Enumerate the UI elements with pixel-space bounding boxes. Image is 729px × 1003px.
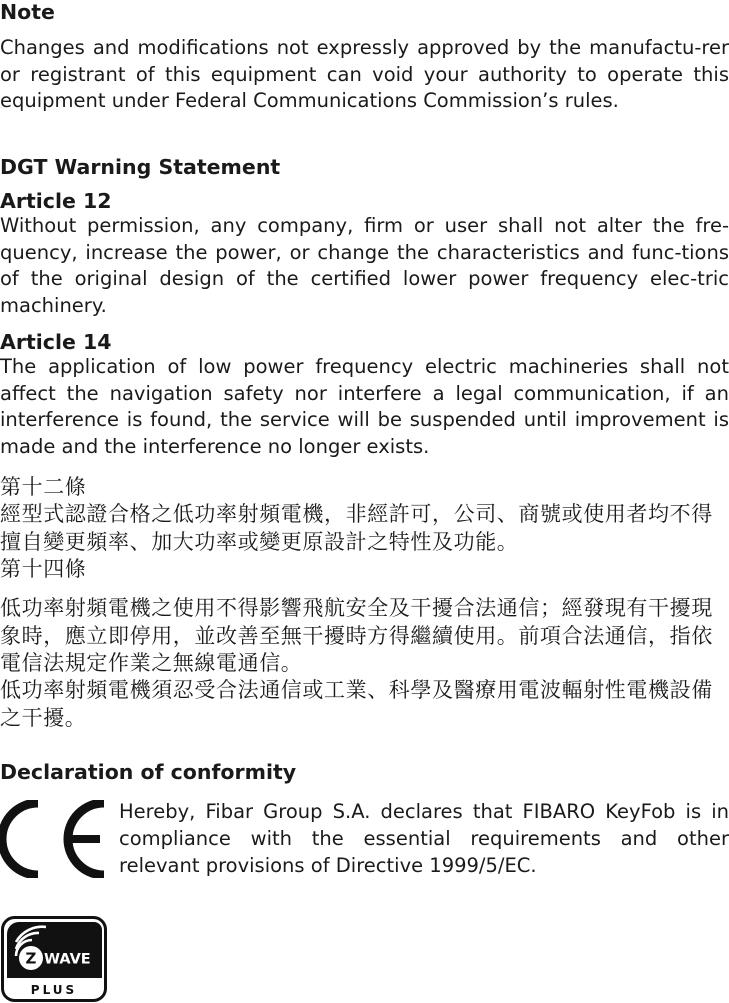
article-14-heading: Article 14 [0,330,112,354]
chinese-article-12-title: 第十二條 [0,475,87,499]
note-heading: Note [0,0,55,24]
logo-wordmark: WAVE [44,951,91,968]
conformity-body: Hereby, Fibar Group S.A. declares that FIBARO KeyFob is in compliance with the essential requirements and other relevant provisions of Directive 1999/5/EC. [119,800,729,877]
ce-mark-icon [0,800,108,878]
note-body: Changes and modifications not expressly approved by the manufactu-rer or registrant of this equipment can void your authority to operate this equipment under Federal Communications Commission’s rules. [0,36,729,112]
chinese-article-14-title: 第十四條 [0,557,87,581]
dgt-heading: DGT Warning Statement [0,155,281,179]
logo-tagline: PLUS [30,983,78,997]
z-wave-plus-logo [1,916,107,1002]
article-12-body: Without permission, any company, firm or user shall not alter the fre-quency, increase the power, or change the characteristics and func-tions of the original design of the certified lower power frequency elec-tric machinery. [0,214,729,317]
chinese-article-12-text: 經型式認證合格之低功率射頻電機，非經許可，公司、商號或使用者均不得擅自變更頻率、加大功率或變更原設計之特性及功能。 [0,502,713,554]
chinese-article-14-text: 低功率射頻電機之使用不得影響飛航安全及干擾合法通信；經發現有干擾現象時，應立即停用，並改善至無干擾時方得繼續使用。前項合法通信，指依電信法規定作業之無線電通信。 [0,596,713,675]
article-12-heading: Article 12 [0,189,112,213]
article-14-body: The application of low power frequency electric machineries shall not affect the navigation safety nor interfere a legal communication, if an interference is found, the service will be suspended until improvement is made and the interference no longer exists. [0,355,729,458]
chinese-article-14-text-2: 低功率射頻電機須忍受合法通信或工業、科學及醫療用電波輻射性電機設備之干擾。 [0,678,713,730]
logo-z-letter: Z [25,949,37,968]
conformity-heading: Declaration of conformity [0,760,297,784]
